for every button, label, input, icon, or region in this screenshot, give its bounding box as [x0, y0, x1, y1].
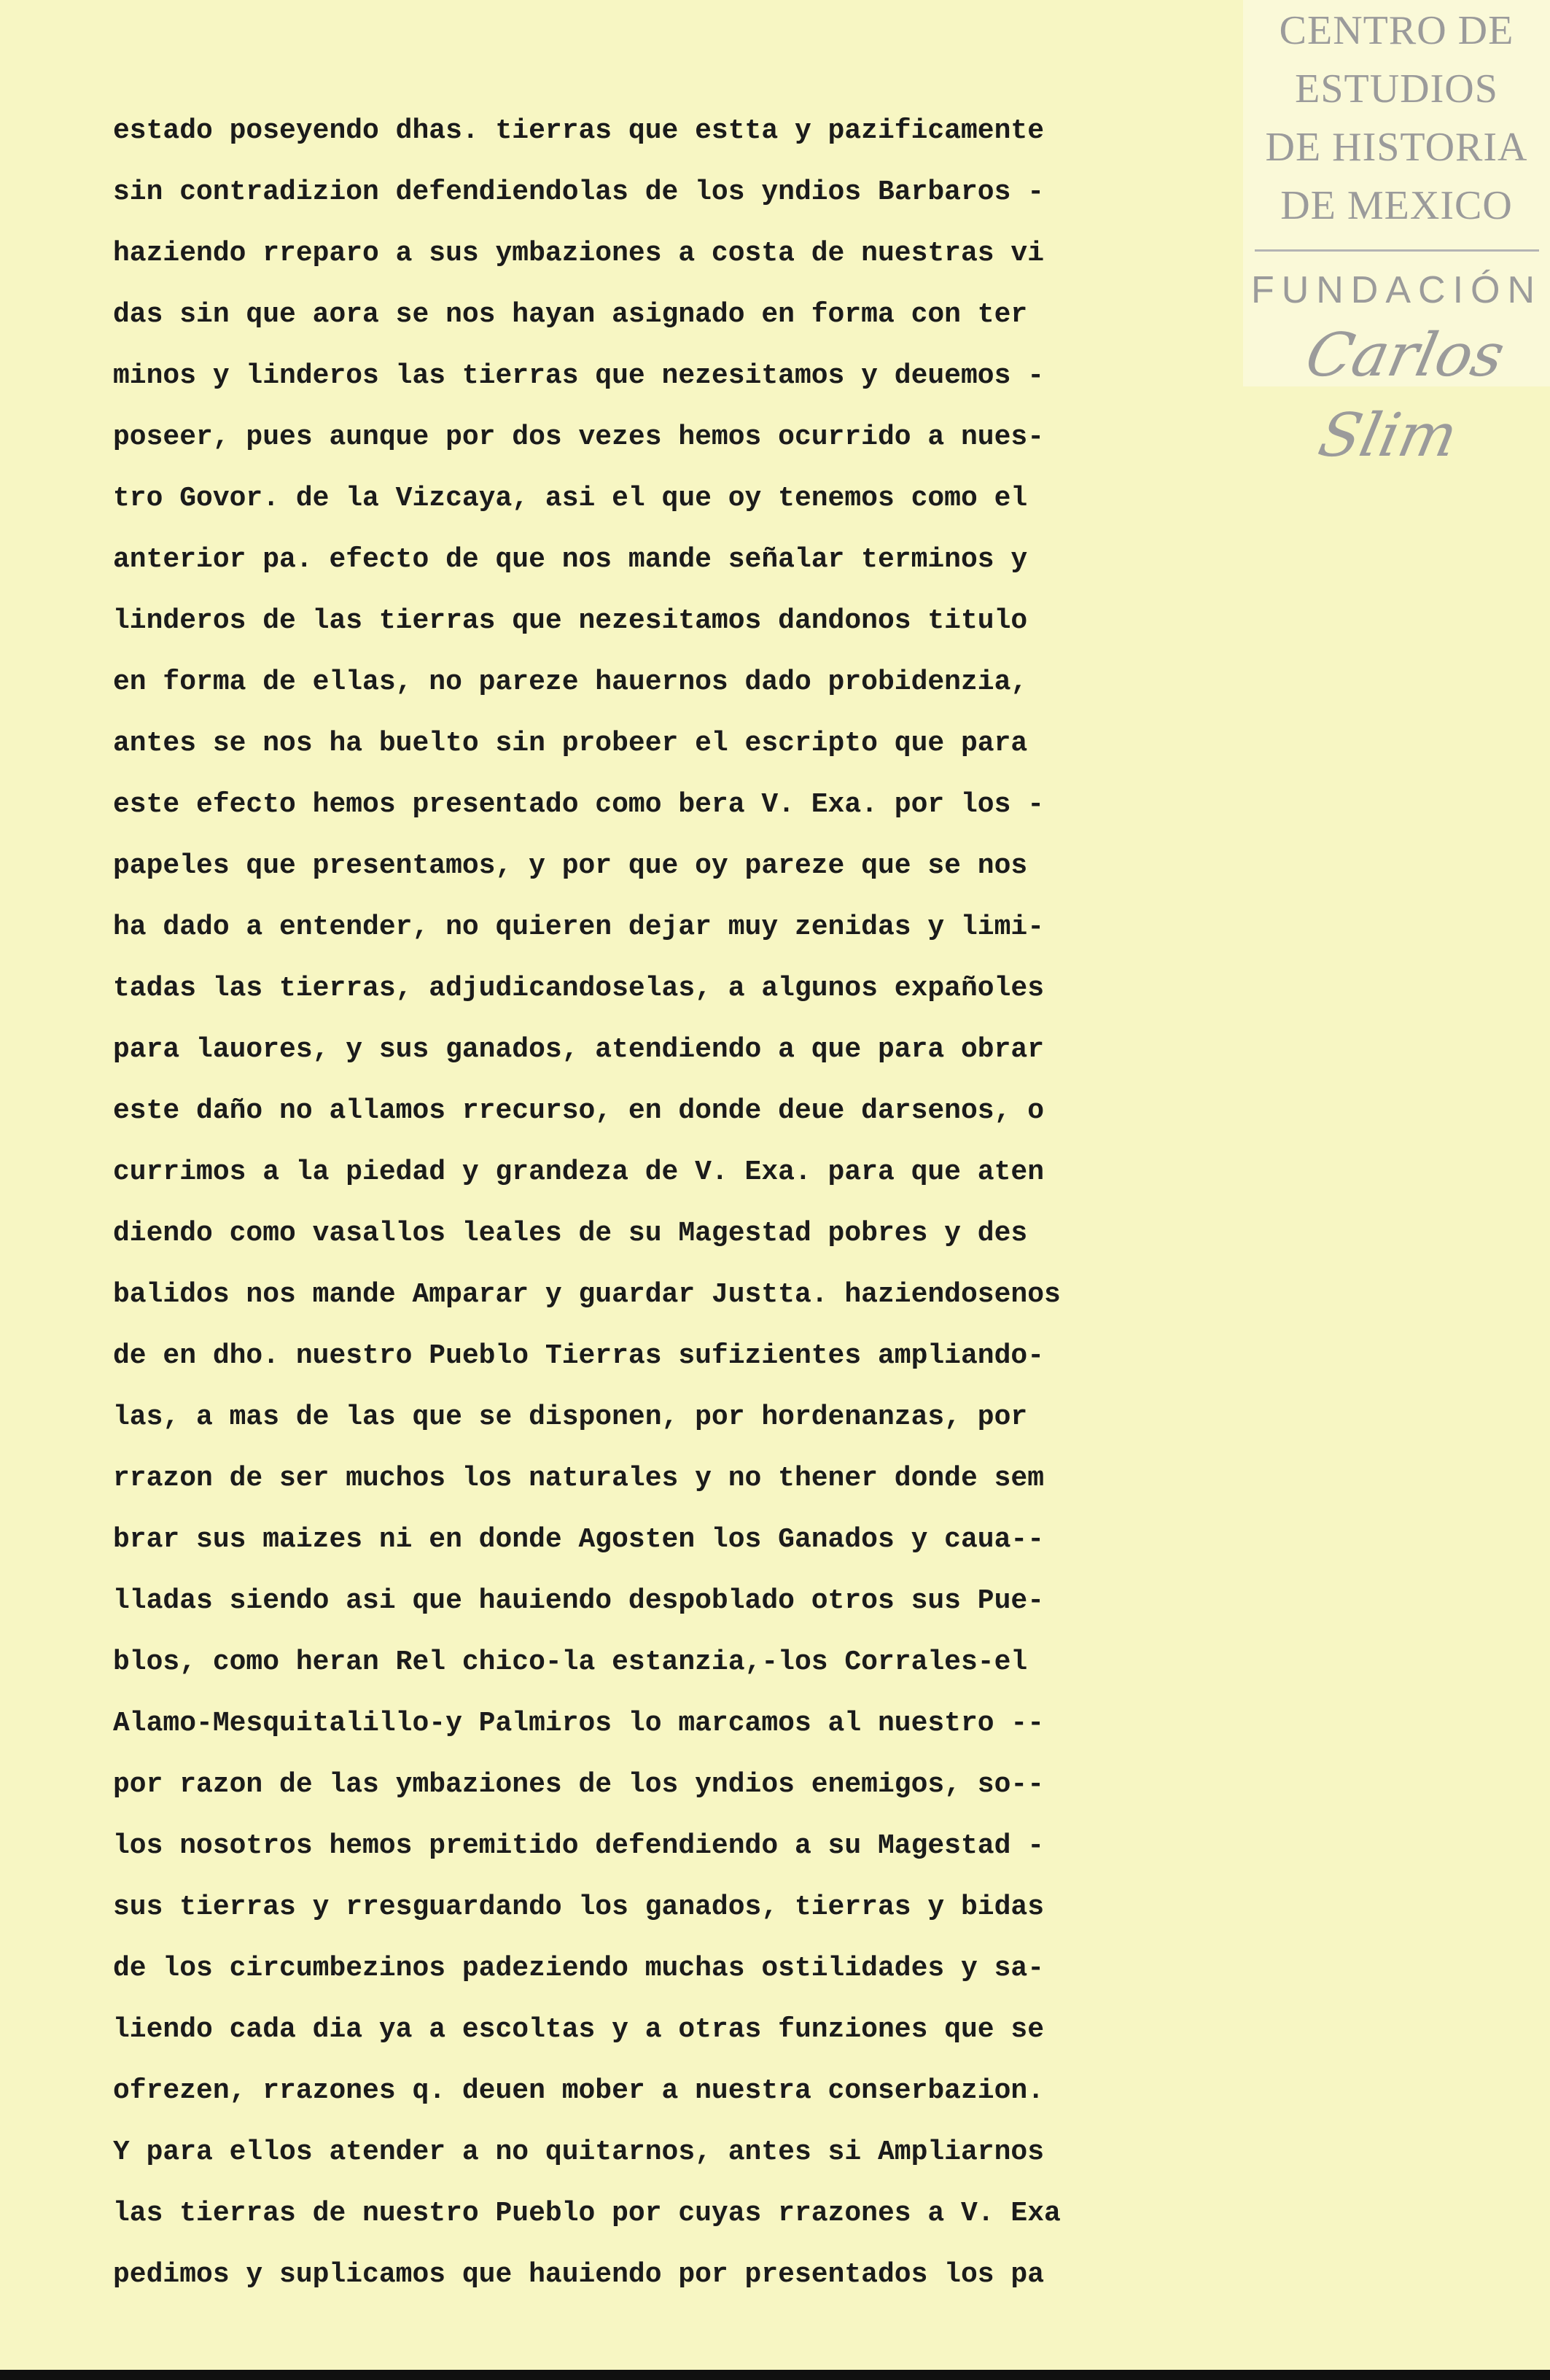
- watermark-line-3: DE HISTORIA: [1265, 125, 1528, 170]
- text-line: este daño no allamos rrecurso, en donde deue darsenos, o: [113, 1095, 1045, 1127]
- text-line: lladas siendo asi que hauiendo despoblado otros sus Pue-: [113, 1585, 1045, 1617]
- text-line: pedimos y suplicamos que hauiendo por presentados los pa: [113, 2259, 1045, 2290]
- text-line: estado poseyendo dhas. tierras que estta y pazificamente: [113, 115, 1045, 147]
- text-line: minos y linderos las tierras que nezesitamos y deuemos -: [113, 360, 1045, 392]
- watermark-signature: Carlos Slim: [1299, 321, 1511, 470]
- text-line: sus tierras y rresguardando los ganados, tierras y bidas: [113, 1891, 1045, 1923]
- text-line: para lauores, y sus ganados, atendiendo a que para obrar: [113, 1034, 1045, 1065]
- watermark-line-2: ESTUDIOS: [1295, 66, 1498, 112]
- text-line: de los circumbezinos padeziendo muchas ostilidades y sa-: [113, 1953, 1045, 1984]
- text-line: tro Govor. de la Vizcaya, asi el que oy tenemos como el: [113, 483, 1028, 514]
- watermark-fundacion: FUNDACIÓN: [1250, 269, 1543, 311]
- text-line: ha dado a entender, no quieren dejar muy zenidas y limi-: [113, 911, 1045, 943]
- text-line: haziendo rreparo a sus ymbaziones a costa de nuestras vi: [113, 238, 1045, 269]
- text-line: tadas las tierras, adjudicandoselas, a algunos expañoles: [113, 973, 1045, 1004]
- text-line: ofrezen, rrazones q. deuen mober a nuestra conserbazion.: [113, 2075, 1045, 2107]
- text-line: las tierras de nuestro Pueblo por cuyas rrazones a V. Exa: [113, 2198, 1061, 2229]
- text-line: currimos a la piedad y grandeza de V. Exa. para que aten: [113, 1156, 1045, 1188]
- text-line: papeles que presentamos, y por que oy pareze que se nos: [113, 850, 1028, 882]
- text-line: brar sus maizes ni en donde Agosten los Ganados y caua--: [113, 1524, 1045, 1555]
- text-line: diendo como vasallos leales de su Magestad pobres y des: [113, 1218, 1028, 1249]
- text-line: de en dho. nuestro Pueblo Tierras sufizientes ampliando-: [113, 1340, 1045, 1372]
- text-line: en forma de ellas, no pareze hauernos dado probidenzia,: [113, 666, 1028, 698]
- text-line: este efecto hemos presentado como bera V. Exa. por los -: [113, 789, 1045, 820]
- text-line: blos, como heran Rel chico-la estanzia,-los Corrales-el: [113, 1646, 1028, 1678]
- text-line: anterior pa. efecto de que nos mande señalar terminos y: [113, 544, 1028, 575]
- text-line: rrazon de ser muchos los naturales y no thener donde sem: [113, 1463, 1045, 1494]
- text-line: los nosotros hemos premitido defendiendo a su Magestad -: [113, 1830, 1045, 1862]
- text-line: das sin que aora se nos hayan asignado en forma con ter: [113, 299, 1028, 330]
- text-line: Y para ellos atender a no quitarnos, antes si Ampliarnos: [113, 2136, 1045, 2168]
- text-line: antes se nos ha buelto sin probeer el escripto que para: [113, 728, 1028, 759]
- text-line: poseer, pues aunque por dos vezes hemos ocurrido a nues-: [113, 421, 1045, 453]
- text-line: liendo cada dia ya a escoltas y a otras funziones que se: [113, 2014, 1045, 2045]
- typed-text-body: [113, 101, 1170, 2306]
- text-line: sin contradizion defendiendolas de los yndios Barbaros -: [113, 176, 1045, 208]
- text-line: linderos de las tierras que nezesitamos dandonos titulo: [113, 605, 1028, 637]
- watermark-line-4: DE MEXICO: [1280, 183, 1513, 228]
- scan-bottom-border: [0, 2370, 1550, 2380]
- text-line: por razon de las ymbaziones de los yndios enemigos, so--: [113, 1769, 1045, 1800]
- watermark-line-1: CENTRO DE: [1279, 8, 1514, 53]
- text-line: Alamo-Mesquitalillo-y Palmiros lo marcamos al nuestro --: [113, 1708, 1045, 1739]
- institution-watermark: [1243, 0, 1550, 470]
- text-line: balidos nos mande Amparar y guardar Justta. haziendosenos: [113, 1279, 1061, 1310]
- watermark-divider: [1255, 249, 1539, 252]
- text-line: las, a mas de las que se disponen, por hordenanzas, por: [113, 1401, 1028, 1433]
